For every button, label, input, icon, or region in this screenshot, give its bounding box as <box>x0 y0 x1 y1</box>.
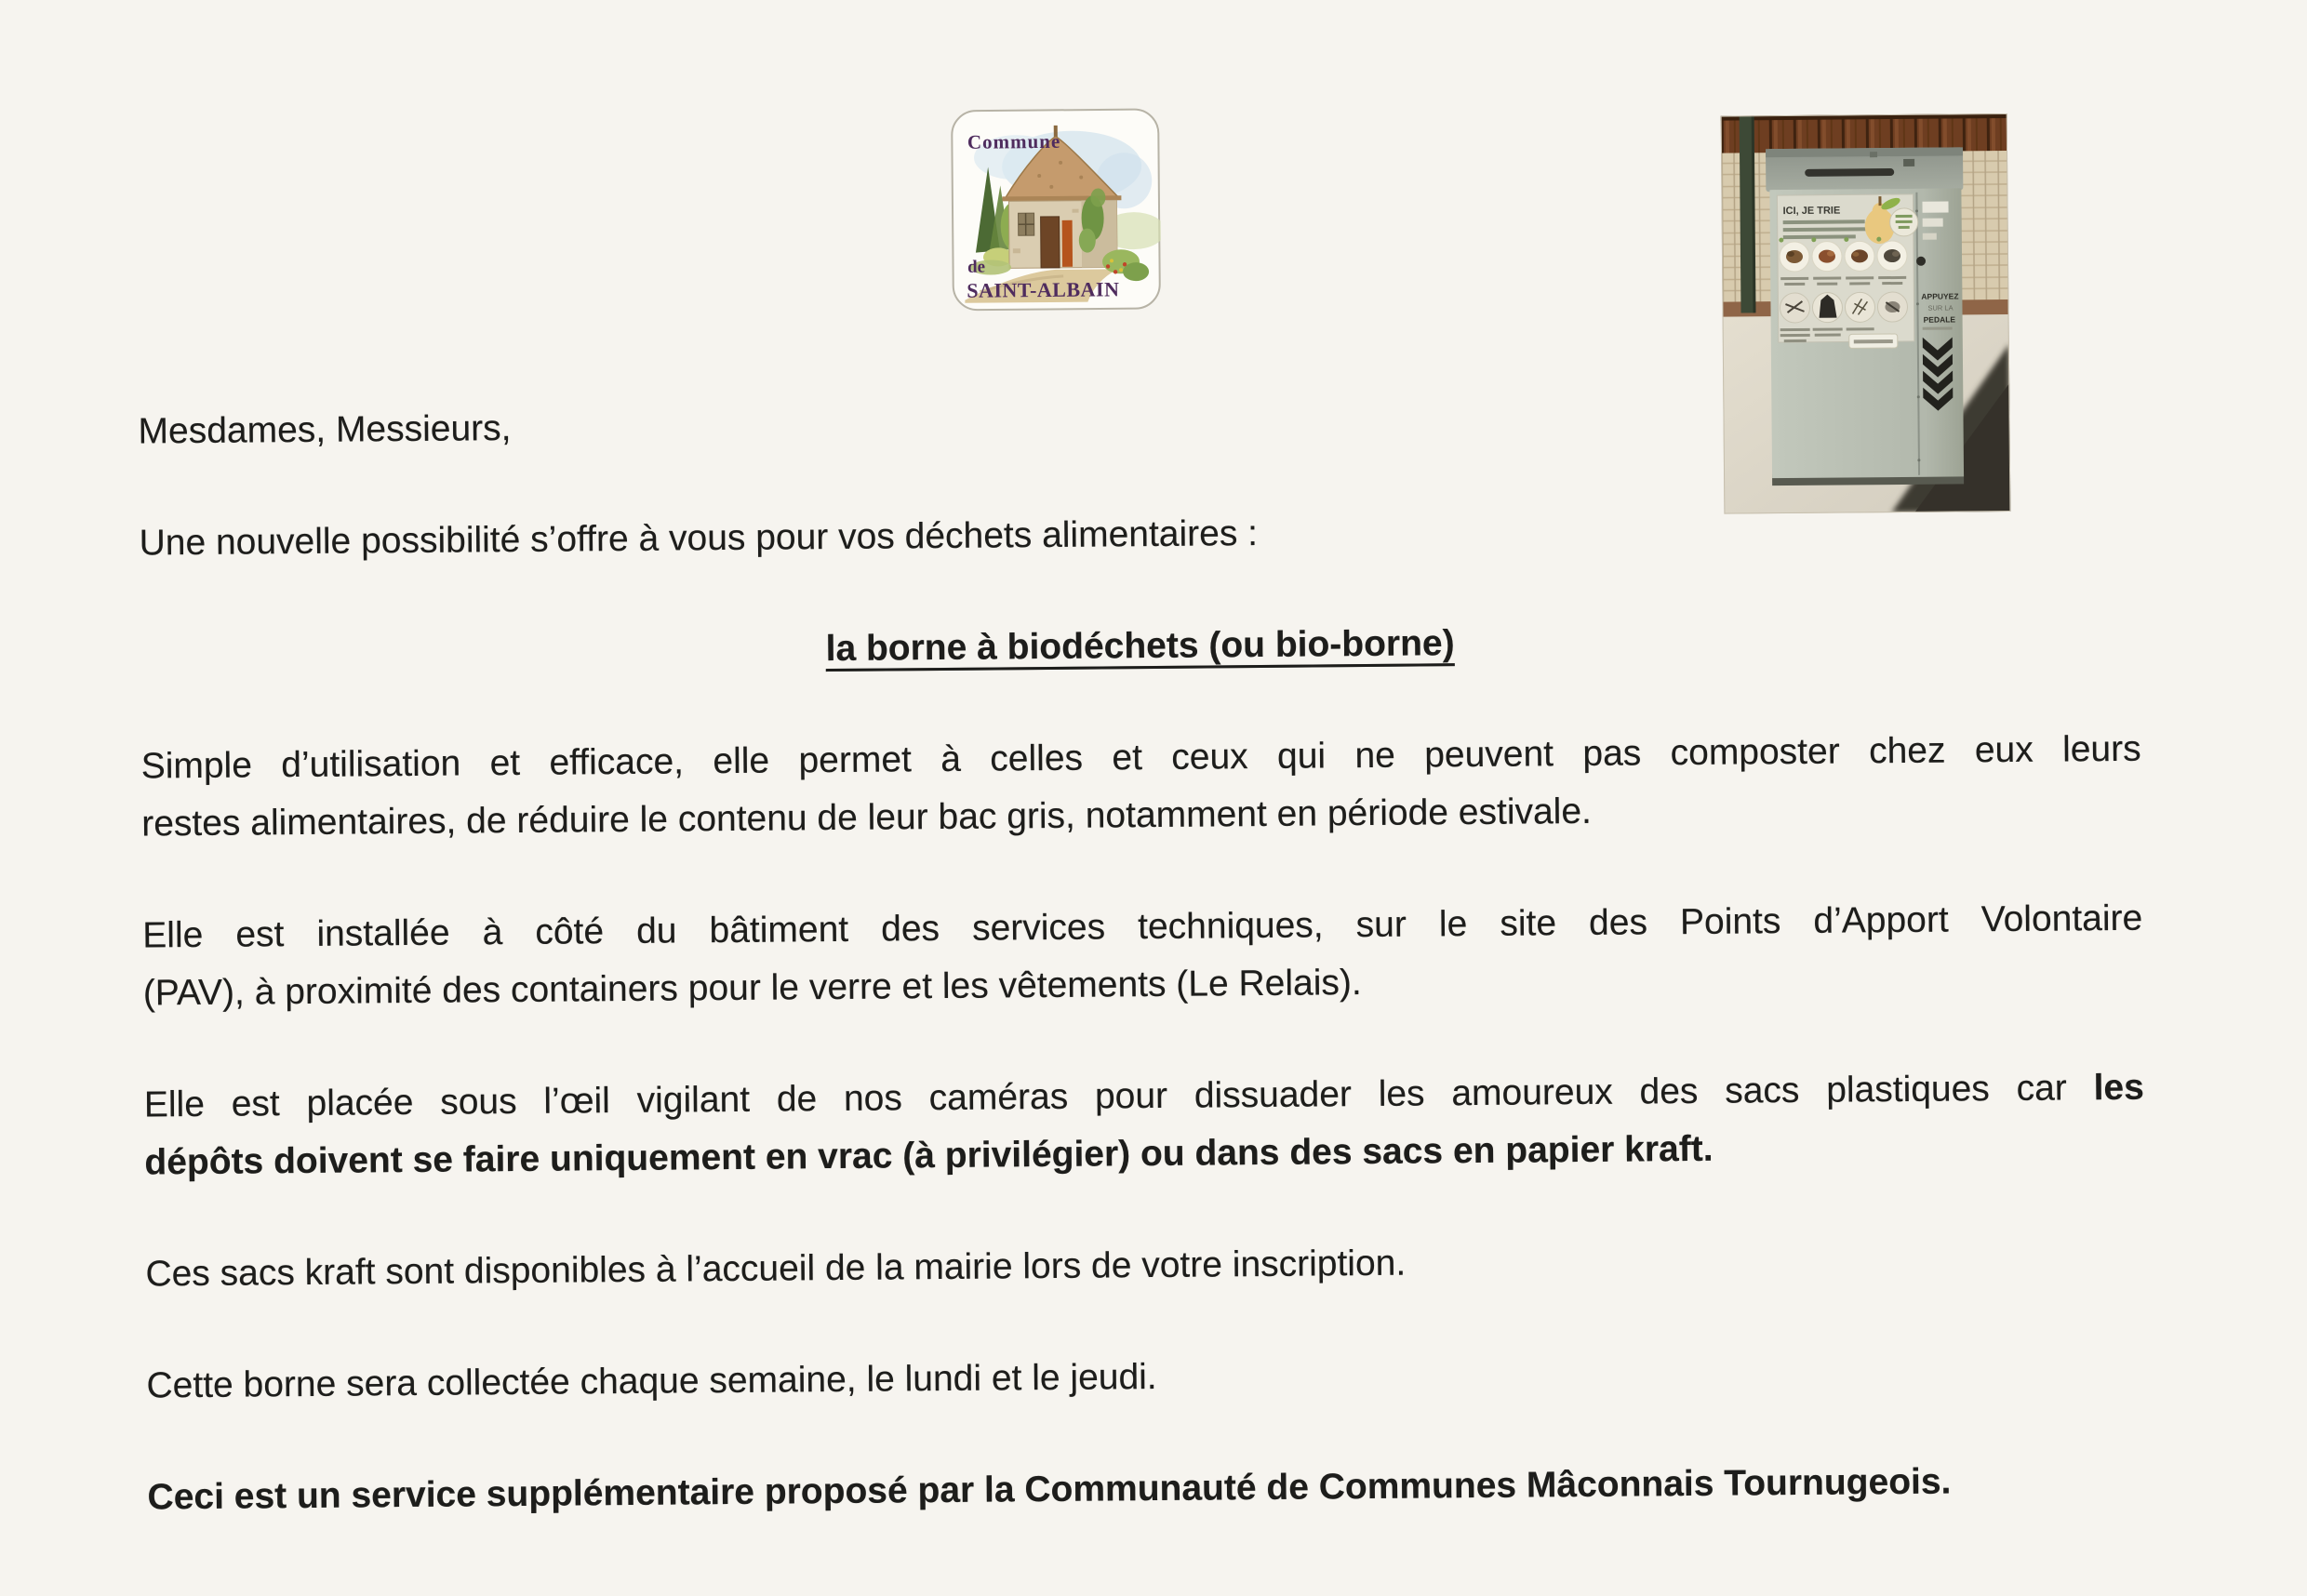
letter-body <box>138 386 2147 1527</box>
text-segment: Elle est placée sous l’œil vigilant de nos caméras pour dissuader les amoureux des sacs plastiques car <box>144 1068 2094 1124</box>
paragraph-line <box>147 1452 2147 1527</box>
paragraph <box>147 1452 2147 1527</box>
intro-line: Une nouvelle possibilité s’offre à vous pour vos déchets alimentaires : <box>139 498 2139 573</box>
letter-heading <box>140 609 2140 685</box>
pedal-label-line3: PEDALE <box>1924 314 1956 324</box>
paragraphs <box>140 721 2147 1527</box>
logo-word-de: de <box>967 258 985 277</box>
text-segment: (PAV), à proximité des containers pour le verre et les vêtements (Le Relais). <box>143 963 1362 1013</box>
paragraph-line <box>145 1229 2145 1304</box>
logo-word-commune: Commune <box>967 130 1061 153</box>
pedal-label-line1: APPUYEZ <box>1921 291 1958 300</box>
lock <box>1916 257 1926 266</box>
paragraph-line <box>146 1340 2146 1416</box>
text-segment: Simple d’utilisation et efficace, elle permet à celles et ceux qui ne peuvent pas composter chez eux leurs <box>141 729 2141 787</box>
pedal-label-line2: SUR LA <box>1927 303 1953 312</box>
commune-logo <box>951 108 1162 312</box>
bold-text-segment: dépôts doivent se faire uniquement en vrac (à privilégier) ou dans des sacs en papier kraft. <box>144 1129 1713 1183</box>
bin-header-text: ICI, JE TRIE <box>1783 206 1841 218</box>
paragraph <box>146 1340 2146 1416</box>
paragraph <box>142 890 2143 1023</box>
text-segment: Cette borne sera collectée chaque semaine, le lundi et le jeudi. <box>146 1357 1157 1405</box>
paragraph <box>145 1229 2145 1304</box>
text-segment: Elle est installée à côté du bâtiment des services techniques, sur le site des Points d’Apport Volontaire <box>142 898 2142 956</box>
letter-heading-text: la borne à biodéchets (ou bio-borne) <box>825 623 1454 669</box>
sticker <box>1849 334 1898 348</box>
bold-text-segment: les <box>2093 1068 2144 1108</box>
text-segment: Ces sacs kraft sont disponibles à l’accueil de la mairie lors de votre inscription. <box>145 1244 1406 1295</box>
paragraph <box>144 1059 2145 1192</box>
bold-text-segment: Ceci est un service supplémentaire proposé par la Communauté de Communes Mâconnais Tournugeois. <box>147 1462 1951 1518</box>
logo-word-name: SAINT-ALBAIN <box>967 277 1119 301</box>
salutation: Mesdames, Messieurs, <box>138 386 2138 461</box>
deposit-slot <box>1805 168 1894 177</box>
paragraph <box>140 721 2141 854</box>
round-badge <box>1890 208 1918 236</box>
text-segment: restes alimentaires, de réduire le contenu de leur bac gris, notamment en période estivale. <box>141 791 1592 845</box>
bin-front-panel <box>1777 194 1918 349</box>
